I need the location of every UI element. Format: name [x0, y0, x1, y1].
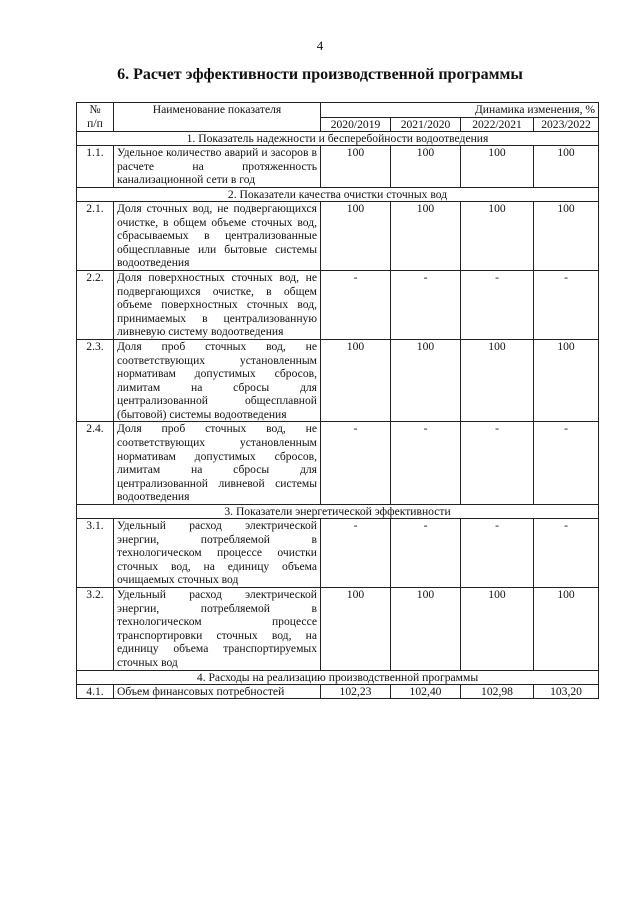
- row-value-2022-2021: 100: [461, 588, 534, 671]
- table-row: [77, 339, 599, 422]
- table-row: [77, 201, 599, 270]
- header-number-sign: №: [89, 103, 101, 116]
- row-value-2020-2019: -: [321, 422, 391, 505]
- row-value-2020-2019: 100: [321, 146, 391, 188]
- header-number-cell: [77, 103, 114, 132]
- row-value-2022-2021: -: [461, 422, 534, 505]
- row-value-2020-2019: -: [321, 519, 391, 588]
- row-value-2023-2022: 100: [534, 588, 599, 671]
- section-title: 1. Показатель надежности и бесперебойности водоотведения: [77, 132, 599, 146]
- row-value-2022-2021: 100: [461, 339, 534, 422]
- section-title: 3. Показатели энергетической эффективности: [77, 505, 599, 519]
- row-indicator-name: Удельный расход электрической энергии, потребляемой в технологическом процессе транспортировки сточных вод, на единицу объема транспортируемых сточных вод: [114, 588, 321, 671]
- row-value-2022-2021: 100: [461, 146, 534, 188]
- row-value-2020-2019: 100: [321, 201, 391, 270]
- row-number: 2.2.: [77, 270, 114, 339]
- row-value-2022-2021: -: [461, 270, 534, 339]
- efficiency-table: [76, 102, 599, 699]
- row-indicator-name: Доля проб сточных вод, не соответствующих установленным нормативам допустимых сбросов, лимитам на сбросы для централизованной ливневой системы водоотведения: [114, 422, 321, 505]
- row-value-2021-2020: -: [391, 519, 461, 588]
- page-number: 4: [316, 38, 324, 53]
- page-title: 6. Расчет эффективности производственной программы: [117, 66, 523, 83]
- table-row: [77, 146, 599, 188]
- row-value-2020-2019: 102,23: [321, 684, 391, 699]
- table-row: [77, 588, 599, 671]
- row-number: 2.3.: [77, 339, 114, 422]
- row-value-2020-2019: 100: [321, 588, 391, 671]
- row-value-2023-2022: 100: [534, 339, 599, 422]
- row-value-2021-2020: 100: [391, 146, 461, 188]
- row-number: 1.1.: [77, 146, 114, 188]
- row-indicator-name: Удельное количество аварий и засоров в расчете на протяженность канализационной сети в год: [114, 146, 321, 188]
- row-value-2021-2020: 100: [391, 339, 461, 422]
- row-value-2020-2019: 100: [321, 339, 391, 422]
- row-value-2021-2020: 100: [391, 201, 461, 270]
- header-number-label: п/п: [87, 117, 103, 130]
- header-dynamics: Динамика изменения, %: [321, 103, 599, 118]
- header-year-2: 2021/2020: [391, 117, 461, 132]
- header-row-1: [77, 103, 599, 118]
- header-year-4: 2023/2022: [534, 117, 599, 132]
- row-number: 4.1.: [77, 684, 114, 699]
- row-value-2023-2022: -: [534, 270, 599, 339]
- section-row: [77, 187, 599, 201]
- row-value-2023-2022: 103,20: [534, 684, 599, 699]
- row-value-2023-2022: 100: [534, 146, 599, 188]
- table-row: [77, 519, 599, 588]
- header-indicator-name: Наименование показателя: [114, 103, 321, 132]
- row-value-2021-2020: 102,40: [391, 684, 461, 699]
- section-row: [77, 132, 599, 146]
- row-value-2022-2021: 102,98: [461, 684, 534, 699]
- table-row: [77, 422, 599, 505]
- header-year-3: 2022/2021: [461, 117, 534, 132]
- section-title: 4. Расходы на реализацию производственной программы: [77, 670, 599, 684]
- row-value-2023-2022: 100: [534, 201, 599, 270]
- row-value-2021-2020: -: [391, 422, 461, 505]
- row-value-2023-2022: -: [534, 519, 599, 588]
- row-number: 3.2.: [77, 588, 114, 671]
- row-number: 2.4.: [77, 422, 114, 505]
- table-row: [77, 684, 599, 699]
- table-row: [77, 270, 599, 339]
- row-value-2022-2021: -: [461, 519, 534, 588]
- row-value-2021-2020: 100: [391, 588, 461, 671]
- section-row: [77, 670, 599, 684]
- row-value-2021-2020: -: [391, 270, 461, 339]
- row-value-2022-2021: 100: [461, 201, 534, 270]
- section-row: [77, 505, 599, 519]
- header-year-1: 2020/2019: [321, 117, 391, 132]
- row-indicator-name: Доля сточных вод, не подвергающихся очистке, в общем объеме сточных вод, сбрасываемых в централизованные общесплавные или бытовые системы водоотведения: [114, 201, 321, 270]
- section-title: 2. Показатели качества очистки сточных вод: [77, 187, 599, 201]
- row-indicator-name: Объем финансовых потребностей: [114, 684, 321, 699]
- row-value-2020-2019: -: [321, 270, 391, 339]
- row-indicator-name: Доля проб сточных вод, не соответствующих установленным нормативам допустимых сбросов, лимитам на сбросы для централизованной общесплавной (бытовой) системы водоотведения: [114, 339, 321, 422]
- row-number: 3.1.: [77, 519, 114, 588]
- row-number: 2.1.: [77, 201, 114, 270]
- row-indicator-name: Доля поверхностных сточных вод, не подвергающихся очистке, в общем объеме поверхностных сточных вод, принимаемых в централизованную ливневую систему водоотведения: [114, 270, 321, 339]
- row-indicator-name: Удельный расход электрической энергии, потребляемой в технологическом процессе очистки сточных вод, на единицу объема очищаемых сточных вод: [114, 519, 321, 588]
- row-value-2023-2022: -: [534, 422, 599, 505]
